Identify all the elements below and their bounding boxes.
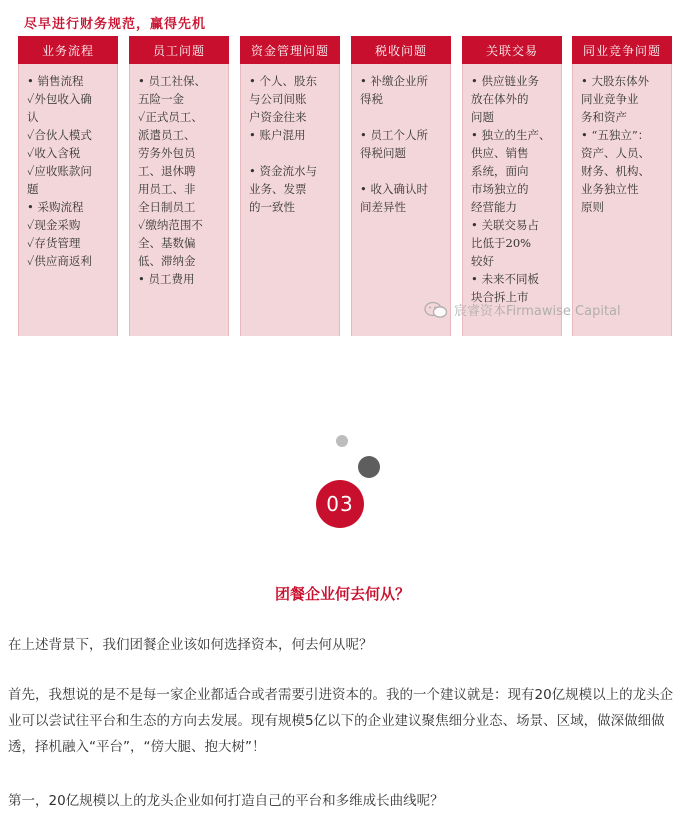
watermark-text: 宸睿资本Firmawise Capital <box>454 304 621 319</box>
column-line: • 采购流程 <box>27 200 84 214</box>
decor-dot-small <box>336 435 348 447</box>
column-line: ✓合伙人模式 <box>27 128 92 142</box>
watermark <box>424 300 621 319</box>
column-line: 资产、人员、 <box>581 146 650 160</box>
column-line: 全日制员工 <box>138 200 196 214</box>
column-line: 放在体外的 <box>471 92 529 106</box>
column-line: 业务、发票 <box>249 182 307 196</box>
column-line: 间差异性 <box>360 200 406 214</box>
column-line: 题 <box>27 182 39 196</box>
issue-columns <box>18 36 672 336</box>
column-line: 得税问题 <box>360 146 406 160</box>
column-line: 问题 <box>471 110 494 124</box>
column-competition-issues <box>572 36 672 336</box>
column-related-transactions <box>462 36 562 336</box>
column-tax-issues <box>351 36 451 336</box>
column-body <box>462 64 562 336</box>
column-header: 业务流程 <box>18 36 118 64</box>
column-header: 资金管理问题 <box>240 36 340 64</box>
column-line: • 补缴企业所 <box>360 74 428 88</box>
column-body <box>129 64 229 336</box>
column-line: • 销售流程 <box>27 74 84 88</box>
wechat-icon <box>424 301 448 319</box>
column-line: 认 <box>27 110 39 124</box>
column-line: • 未来不同板 <box>471 272 539 286</box>
column-line: 同业竞争业 <box>581 92 639 106</box>
column-body <box>240 64 340 336</box>
paragraph-first-suggestion: 首先，我想说的是不是每一家企业都适合或者需要引进资本的。我的一个建议就是：现有20亿规模以上的龙头企业可以尝试往平台和生态的方向去发展。现有规模5亿以下的企业建议聚焦细分业态、场景、区域，做深做细做透，择机融入“平台”，“傍大腿、抱大树”！ <box>8 687 674 755</box>
column-line: 派遣员工、 <box>138 128 196 142</box>
column-line: 财务、机构、 <box>581 164 650 178</box>
column-line: ✓现金采购 <box>27 218 81 232</box>
column-line: 户资金往来 <box>249 110 307 124</box>
column-line: ✓外包收入确 <box>27 92 92 106</box>
section-title: 团餐企业何去何从？ <box>274 585 410 603</box>
column-header: 关联交易 <box>462 36 562 64</box>
column-line: 全、基数偏 <box>138 236 196 250</box>
column-line: • 关联交易占 <box>471 218 539 232</box>
column-header: 税收问题 <box>351 36 451 64</box>
column-fund-management <box>240 36 340 336</box>
column-line: • 收入确认时 <box>360 182 428 196</box>
column-body <box>572 64 672 336</box>
column-line: 较好 <box>471 254 494 268</box>
column-line: 比低于20% <box>471 236 532 250</box>
column-line: ✓应收账款问 <box>27 164 92 178</box>
column-line: • 大股东体外 <box>581 74 649 88</box>
paragraph-question: 第一，20亿规模以上的龙头企业如何打造自己的平台和多维成长曲线呢？ <box>8 793 444 809</box>
column-line: 业务独立性 <box>581 182 639 196</box>
column-line: ✓存货管理 <box>27 236 81 250</box>
column-body <box>18 64 118 336</box>
column-line: ✓供应商返利 <box>27 254 92 268</box>
banner-title: 尽早进行财务规范，赢得先机 <box>24 17 207 32</box>
column-line: • 个人、股东 <box>249 74 317 88</box>
column-line <box>249 144 333 162</box>
column-line: 块合拆上市 <box>471 290 529 304</box>
column-line <box>360 162 444 180</box>
column-line: ✓缴纳范围不 <box>138 218 203 232</box>
column-line: 系统，面向 <box>471 164 529 178</box>
column-line: ✓收入含税 <box>27 146 81 160</box>
column-line: 市场独立的 <box>471 182 529 196</box>
column-line: • “五独立”： <box>581 128 650 142</box>
column-body <box>351 64 451 336</box>
column-line: 与公司间账 <box>249 92 307 106</box>
column-employee-issues <box>129 36 229 336</box>
column-line: 得税 <box>360 92 383 106</box>
section-number-badge: 03 <box>316 480 364 528</box>
column-line: 劳务外包员 <box>138 146 196 160</box>
column-line: 原则 <box>581 200 604 214</box>
column-header: 员工问题 <box>129 36 229 64</box>
column-line: • 独立的生产、 <box>471 128 551 142</box>
column-line: 供应、销售 <box>471 146 529 160</box>
column-line: 经营能力 <box>471 200 517 214</box>
column-line: 低、滞纳金 <box>138 254 196 268</box>
column-line: 五险一金 <box>138 92 184 106</box>
column-line <box>360 108 444 126</box>
column-line: • 员工个人所 <box>360 128 428 142</box>
column-line: 的一致性 <box>249 200 295 214</box>
column-line: 用员工、非 <box>138 182 196 196</box>
column-line: • 员工社保、 <box>138 74 206 88</box>
column-line: • 账户混用 <box>249 128 306 142</box>
column-business-process <box>18 36 118 336</box>
column-line: • 供应链业务 <box>471 74 539 88</box>
column-header: 同业竞争问题 <box>572 36 672 64</box>
column-line: 务和资产 <box>581 110 627 124</box>
paragraph-intro: 在上述背景下，我们团餐企业该如何选择资本，何去何从呢？ <box>8 637 373 653</box>
column-line: ✓正式员工、 <box>138 110 203 124</box>
decor-dot-dark <box>358 456 380 478</box>
column-line: • 资金流水与 <box>249 164 317 178</box>
column-line: • 员工费用 <box>138 272 195 286</box>
column-line: 工、退休聘 <box>138 164 196 178</box>
